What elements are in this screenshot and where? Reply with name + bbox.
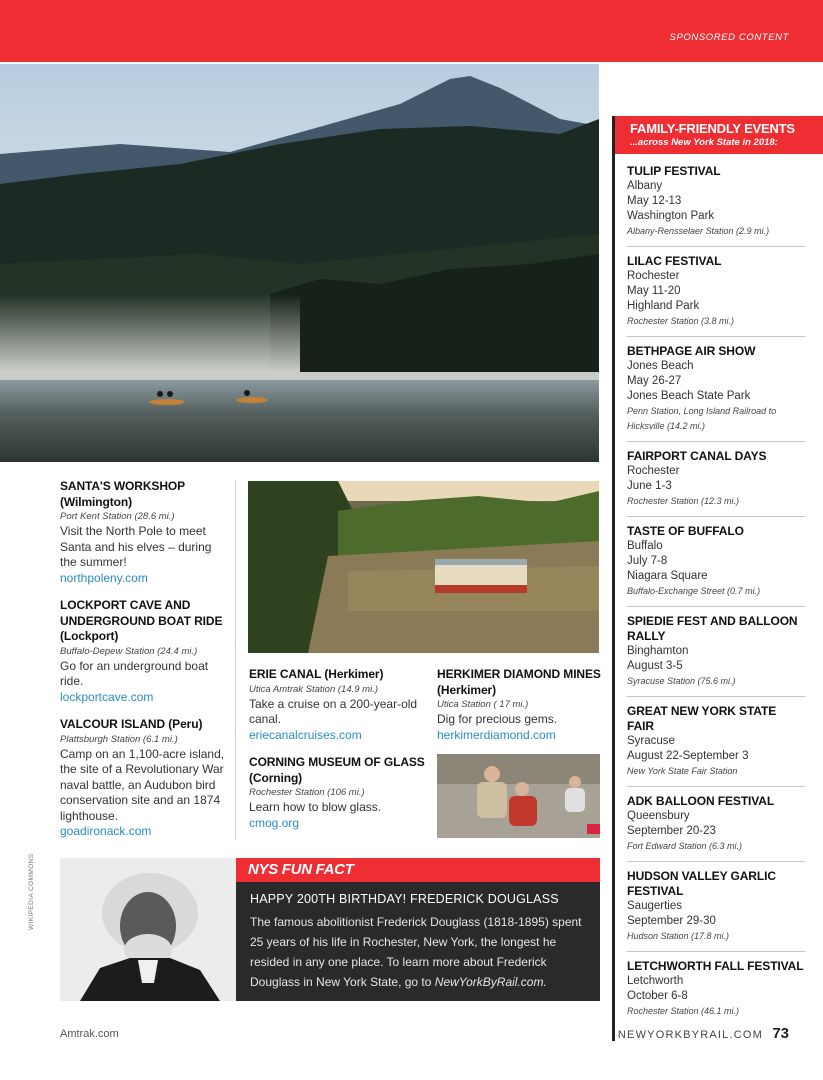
station-info: Plattsburgh Station (6.1 mi.): [60, 733, 178, 745]
event-date: August 3-5: [627, 660, 683, 672]
left-column: [60, 479, 225, 852]
event-city: Buffalo: [627, 540, 663, 552]
event-item: [627, 959, 805, 1026]
fun-fact-tag: [236, 858, 600, 882]
list-item: [249, 755, 429, 831]
event-name: FAIRPORT CANAL DAYS: [627, 449, 767, 463]
attraction-title: SANTA'S WORKSHOP (Wilmington): [60, 479, 185, 509]
event-city: Albany: [627, 180, 663, 192]
website-link[interactable]: herkimerdiamond.com: [437, 727, 556, 742]
list-item: [60, 479, 225, 586]
event-name: LILAC FESTIVAL: [627, 254, 722, 268]
attraction-description: Learn how to blow glass.: [249, 800, 382, 814]
list-item: [249, 667, 429, 743]
event-city: Rochester: [627, 465, 680, 477]
event-station: New York State Fair Station: [627, 766, 738, 776]
website-link[interactable]: eriecanalcruises.com: [249, 727, 362, 742]
event-item: [627, 869, 805, 952]
event-item: [627, 794, 805, 862]
event-item: [627, 254, 805, 337]
event-city: Syracuse: [627, 735, 675, 747]
fun-fact-body: The famous abolitionist Frederick Douglass (1818-1895) spent 25 years of his life in Rochester, New York, the longest he resided in any one place. To learn more about Frederick Douglass in New York State, go to: [250, 915, 582, 989]
station-info: Utica Station ( 17 mi.): [437, 699, 529, 710]
website-link[interactable]: lockportcave.com: [60, 689, 154, 704]
event-city: Queensbury: [627, 810, 690, 822]
event-name: GREAT NEW YORK STATE FAIR: [627, 704, 777, 733]
event-date: July 7-8: [627, 555, 668, 567]
event-venue: Niagara Square: [627, 570, 708, 582]
column-divider: [235, 480, 236, 840]
event-venue: Washington Park: [627, 210, 715, 222]
station-info: Utica Amtrak Station (14.9 mi.): [249, 683, 378, 695]
event-item: [627, 449, 805, 517]
event-station: Hudson Station (17.8 mi.): [627, 931, 730, 941]
event-name: BETHPAGE AIR SHOW: [627, 344, 756, 358]
attraction-description: Go for an underground boat ride.: [60, 658, 209, 688]
events-sidebar: [612, 116, 823, 1041]
sidebar-header: [612, 116, 823, 154]
attraction-title: ERIE CANAL (Herkimer): [249, 667, 384, 681]
event-date: June 1-3: [627, 480, 672, 492]
top-red-band: [0, 0, 823, 62]
douglass-portrait: [60, 858, 236, 1001]
event-item: [627, 524, 805, 607]
right-mid-column: [437, 667, 603, 755]
event-venue: Highland Park: [627, 300, 700, 312]
photo-credit: WIKIPEDIA COMMONS: [28, 853, 35, 930]
event-date: September 29-30: [627, 915, 716, 927]
fun-fact-link[interactable]: NewYorkByRail.com.: [434, 975, 547, 989]
event-station: Buffalo-Exchange Street (0.7 mi.): [627, 586, 761, 596]
event-date: May 12-13: [627, 195, 682, 207]
website-link[interactable]: goadironack.com: [60, 824, 152, 838]
event-station: Penn Station, Long Island Railroad to Hicksville (14.2 mi.): [627, 406, 777, 431]
attraction-description: Take a cruise on a 200-year-old canal.: [249, 696, 418, 726]
list-item: [60, 598, 225, 705]
page-number: 73: [772, 1025, 789, 1042]
hero-lake-photo: [0, 64, 599, 462]
list-item: [60, 717, 225, 840]
sponsored-label: SPONSORED CONTENT: [669, 32, 789, 43]
event-station: Rochester Station (12.3 mi.): [627, 496, 740, 506]
fun-fact-label: NYS FUN FACT: [248, 861, 354, 878]
attraction-title: HERKIMER DIAMOND MINES (Herkimer): [437, 667, 601, 697]
attraction-description: Visit the North Pole to meet Santa and his elves – during the summer!: [60, 524, 212, 569]
event-station: Rochester Station (3.8 mi.): [627, 316, 735, 326]
event-name: TULIP FESTIVAL: [627, 164, 721, 178]
footer-url[interactable]: NEWYORKBYRAIL.COM: [617, 1029, 763, 1041]
event-item: [627, 344, 805, 442]
sidebar-subtitle: ...across New York State in 2018:: [630, 137, 778, 148]
event-item: [627, 614, 805, 697]
middle-column: [249, 667, 429, 843]
website-link[interactable]: northpoleny.com: [60, 570, 148, 585]
attraction-description: Camp on an 1,100-acre island, the site of a Revolutionary War naval battle, an Audubon bird conservation site and an 1874 lighthouse.: [60, 746, 225, 823]
event-station: Rochester Station (46.1 mi.): [627, 1006, 740, 1016]
event-item: [627, 704, 805, 787]
event-name: SPIEDIE FEST AND BALLOON RALLY: [627, 614, 798, 643]
website-link[interactable]: cmog.org: [249, 815, 300, 830]
footer-site[interactable]: Amtrak.com: [60, 1028, 119, 1040]
event-city: Letchworth: [627, 975, 684, 987]
event-venue: Jones Beach State Park: [627, 390, 751, 402]
herkimer-kids-photo: [437, 754, 600, 838]
fun-fact-title: HAPPY 200TH BIRTHDAY! FREDERICK DOUGLASS: [250, 892, 559, 906]
event-city: Jones Beach: [627, 360, 694, 372]
station-info: Rochester Station (106 mi.): [249, 787, 365, 798]
event-name: LETCHWORTH FALL FESTIVAL: [627, 959, 804, 973]
event-name: TASTE OF BUFFALO: [627, 524, 744, 538]
erie-canal-photo: [248, 481, 599, 653]
event-date: May 26-27: [627, 375, 682, 387]
event-station: Fort Edward Station (6.3 mi.): [627, 841, 743, 851]
sidebar-events-list: [612, 154, 823, 1041]
attraction-title: LOCKPORT CAVE AND UNDERGROUND BOAT RIDE (Lockport): [60, 598, 223, 643]
station-info: Port Kent Station (28.6 mi.): [60, 511, 175, 522]
fun-fact-text: [250, 912, 590, 992]
event-date: October 6-8: [627, 990, 688, 1002]
event-item: [627, 164, 805, 247]
attraction-title: VALCOUR ISLAND (Peru): [60, 717, 203, 731]
list-item: [437, 667, 603, 743]
event-date: September 20-23: [627, 825, 716, 837]
event-city: Saugerties: [627, 900, 682, 912]
attraction-title: CORNING MUSEUM OF GLASS (Corning): [249, 755, 425, 785]
event-date: May 11-20: [627, 285, 681, 297]
event-station: Syracuse Station (75.6 mi.): [627, 676, 736, 686]
event-date: August 22-September 3: [627, 750, 749, 762]
event-city: Rochester: [627, 270, 680, 282]
event-station: Albany-Rensselaer Station (2.9 mi.): [627, 226, 770, 236]
sidebar-title: FAMILY-FRIENDLY EVENTS: [630, 121, 795, 136]
attraction-description: Dig for precious gems.: [437, 712, 558, 726]
event-name: ADK BALLOON FESTIVAL: [627, 794, 775, 808]
event-name: HUDSON VALLEY GARLIC FESTIVAL: [627, 869, 776, 898]
station-info: Buffalo-Depew Station (24.4 mi.): [60, 645, 198, 657]
event-city: Binghamton: [627, 645, 689, 657]
